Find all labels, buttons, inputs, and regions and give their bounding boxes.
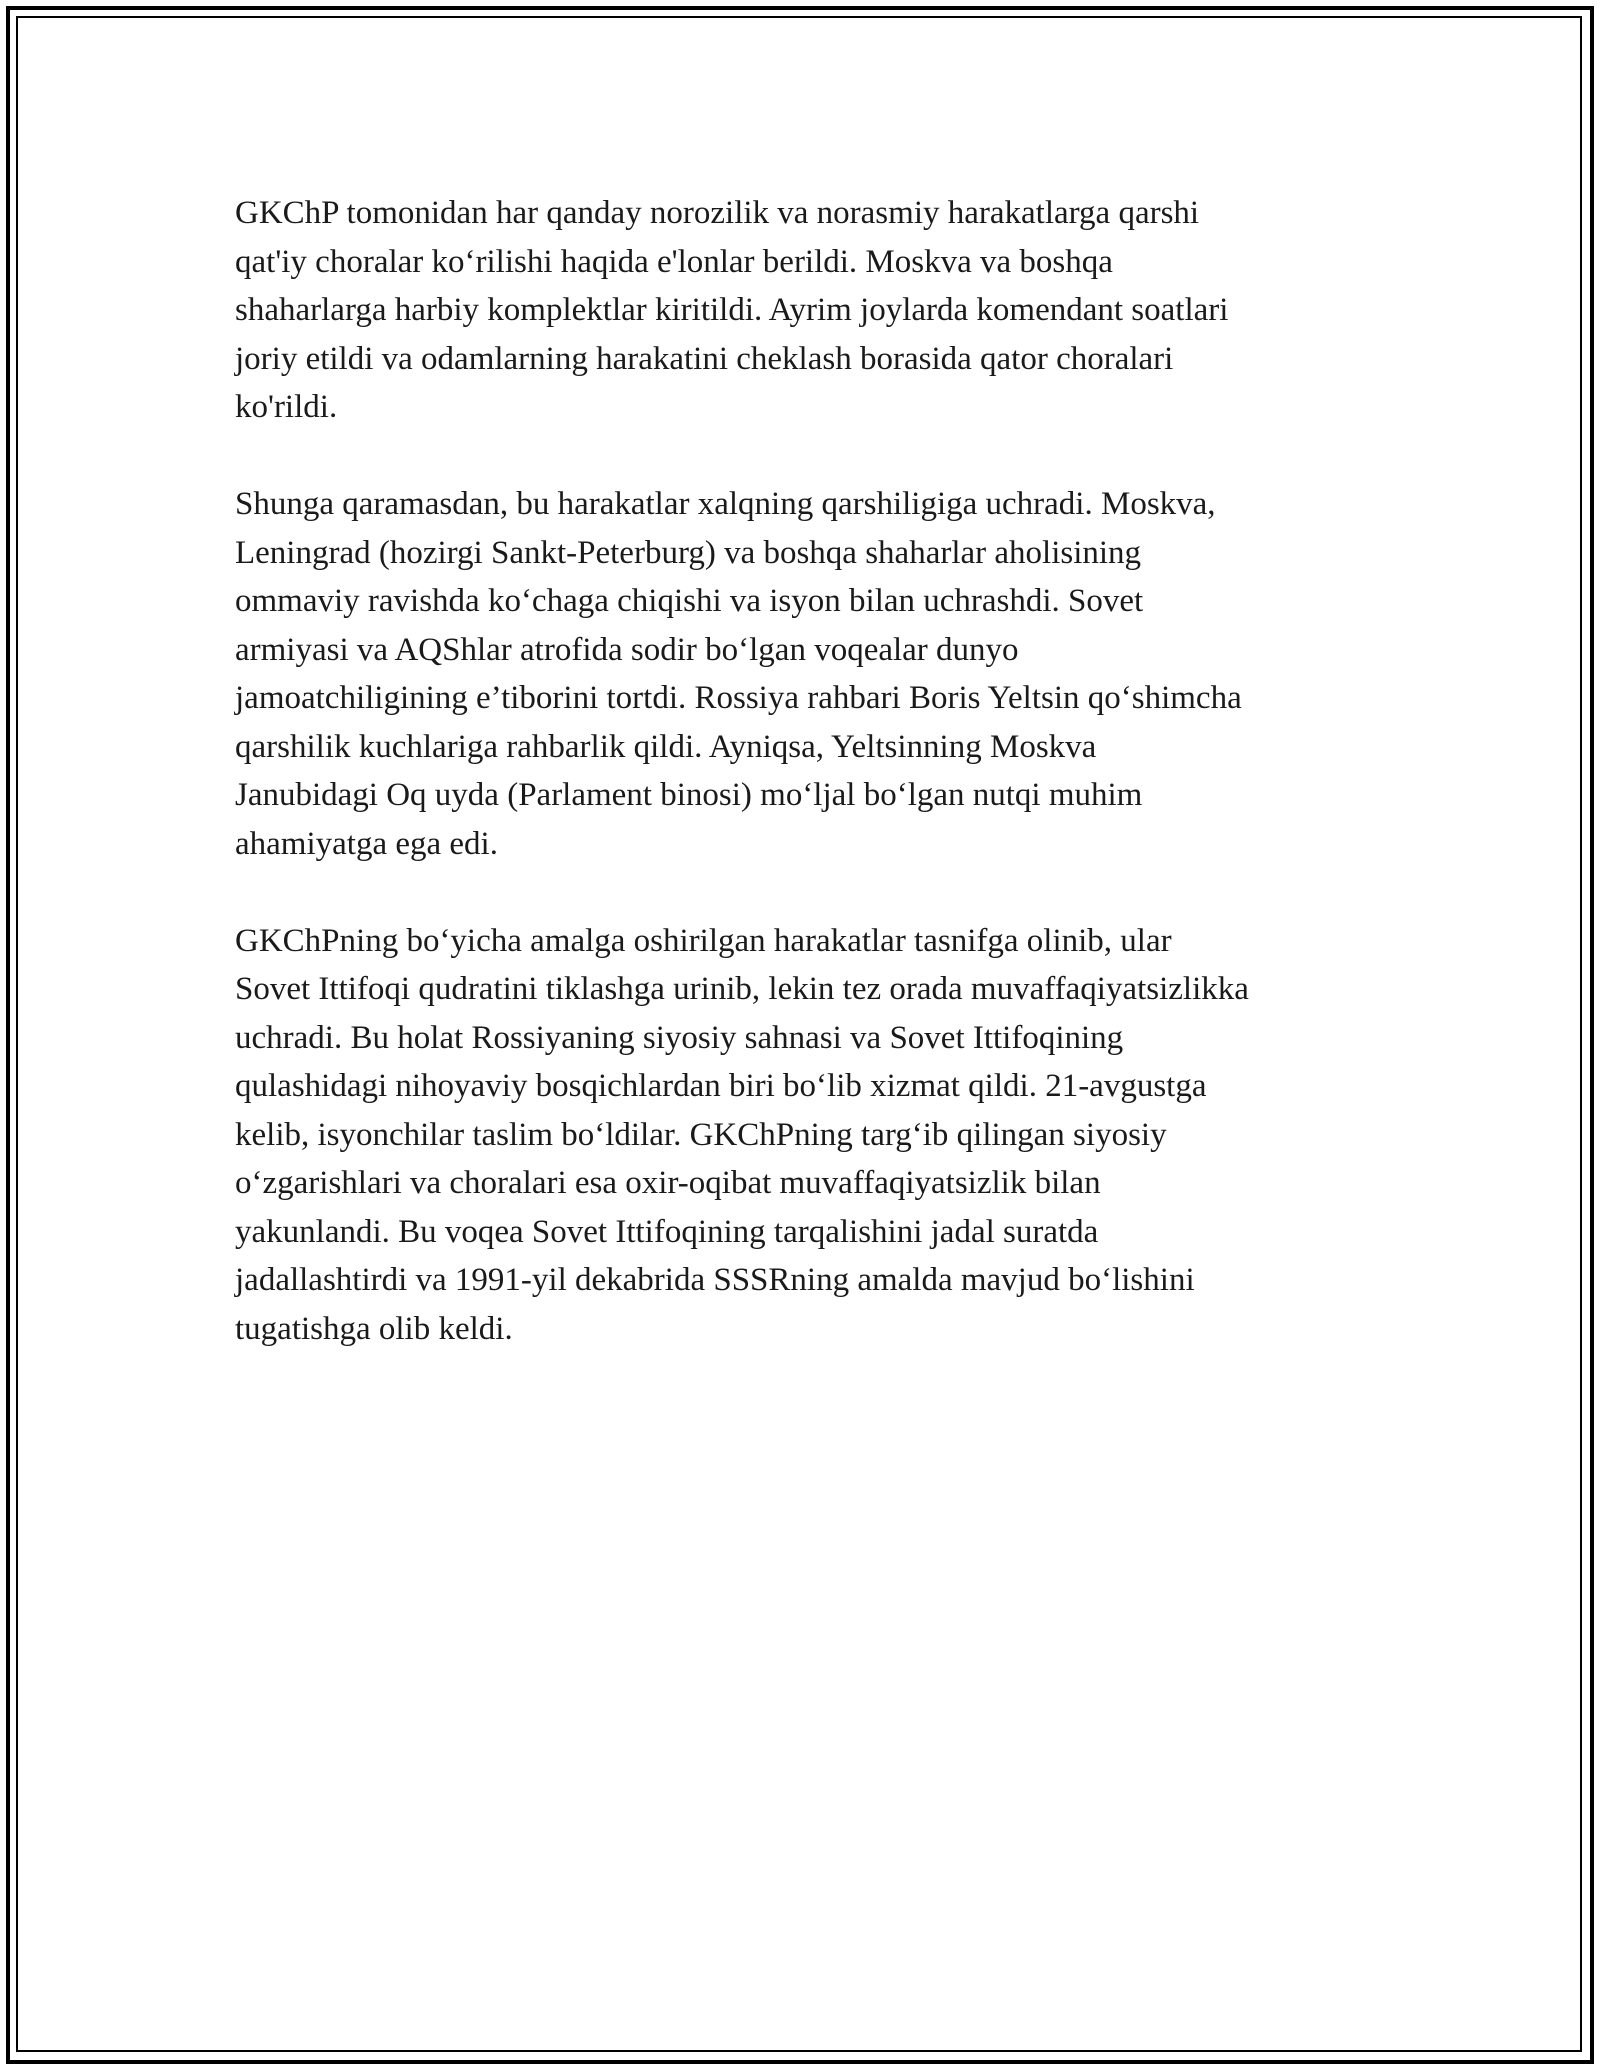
paragraph-1	[235, 189, 1365, 432]
text-line: GKChP tomonidan har qanday norozilik va norasmiy harakatlarga qarshi	[235, 195, 1200, 231]
text-line: Leningrad (hozirgi Sankt-Peterburg) va boshqa shaharlar aholisining	[235, 534, 1142, 571]
text-line: Janubidagi Oq uyda (Parlament binosi) mo‘ljal bo‘lgan nutqi muhim	[235, 777, 1143, 813]
text-line: jamoatchiligining e’tiborini tortdi. Rossiya rahbari Boris Yeltsin qo‘shimcha	[235, 680, 1242, 716]
text-line: armiyasi va AQShlar atrofida sodir bo‘lgan voqealar dunyo	[235, 631, 1019, 668]
text-line: Shunga qaramasdan, bu harakatlar xalqning qarshiligiga uchradi. Moskva,	[235, 486, 1216, 522]
text-line: uchradi. Bu holat Rossiyaning siyosiy sahnasi va Sovet Ittifoqining	[235, 1019, 1124, 1056]
text-line: joriy etildi va odamlarning harakatini cheklash borasida qator choralari	[235, 340, 1174, 377]
text-line: jadallashtirdi va 1991-yil dekabrida SSSRning amalda mavjud bo‘lishini	[235, 1262, 1195, 1298]
text-line: kelib, isyonchilar taslim bo‘ldilar. GKChPning targ‘ib qilingan siyosiy	[235, 1116, 1167, 1153]
paragraph-2	[235, 480, 1365, 868]
text-line: qat'iy choralar ko‘rilishi haqida e'lonlar berildi. Moskva va boshqa	[235, 243, 1113, 280]
text-line: ahamiyatga ega edi.	[235, 825, 498, 862]
text-line: o‘zgarishlari va choralari esa oxir-oqibat muvaffaqiyatsizlik bilan	[235, 1165, 1101, 1201]
text-line: GKChPning bo‘yicha amalga oshirilgan harakatlar tasnifga olinib, ular	[235, 922, 1172, 959]
text-line: ko'rildi.	[235, 389, 338, 425]
text-line: yakunlandi. Bu voqea Sovet Ittifoqining tarqalishini jadal suratda	[235, 1213, 1099, 1250]
paragraph-3	[235, 917, 1365, 1354]
text-line: shaharlarga harbiy komplektlar kiritildi. Ayrim joylarda komendant soatlari	[235, 292, 1229, 328]
text-line: tugatishga olib keldi.	[235, 1310, 513, 1347]
text-line: qulashidagi nihoyaviy bosqichlardan biri bo‘lib xizmat qildi. 21-avgustga	[235, 1068, 1207, 1104]
text-line: Sovet Ittifoqi qudratini tiklashga urinib, lekin tez orada muvaffaqiyatsizlikka	[235, 971, 1249, 1007]
text-line: ommaviy ravishda ko‘chaga chiqishi va isyon bilan uchrashdi. Sovet	[235, 583, 1144, 619]
document-body	[235, 189, 1365, 1402]
text-line: qarshilik kuchlariga rahbarlik qildi. Ayniqsa, Yeltsinning Moskva	[235, 728, 1097, 765]
